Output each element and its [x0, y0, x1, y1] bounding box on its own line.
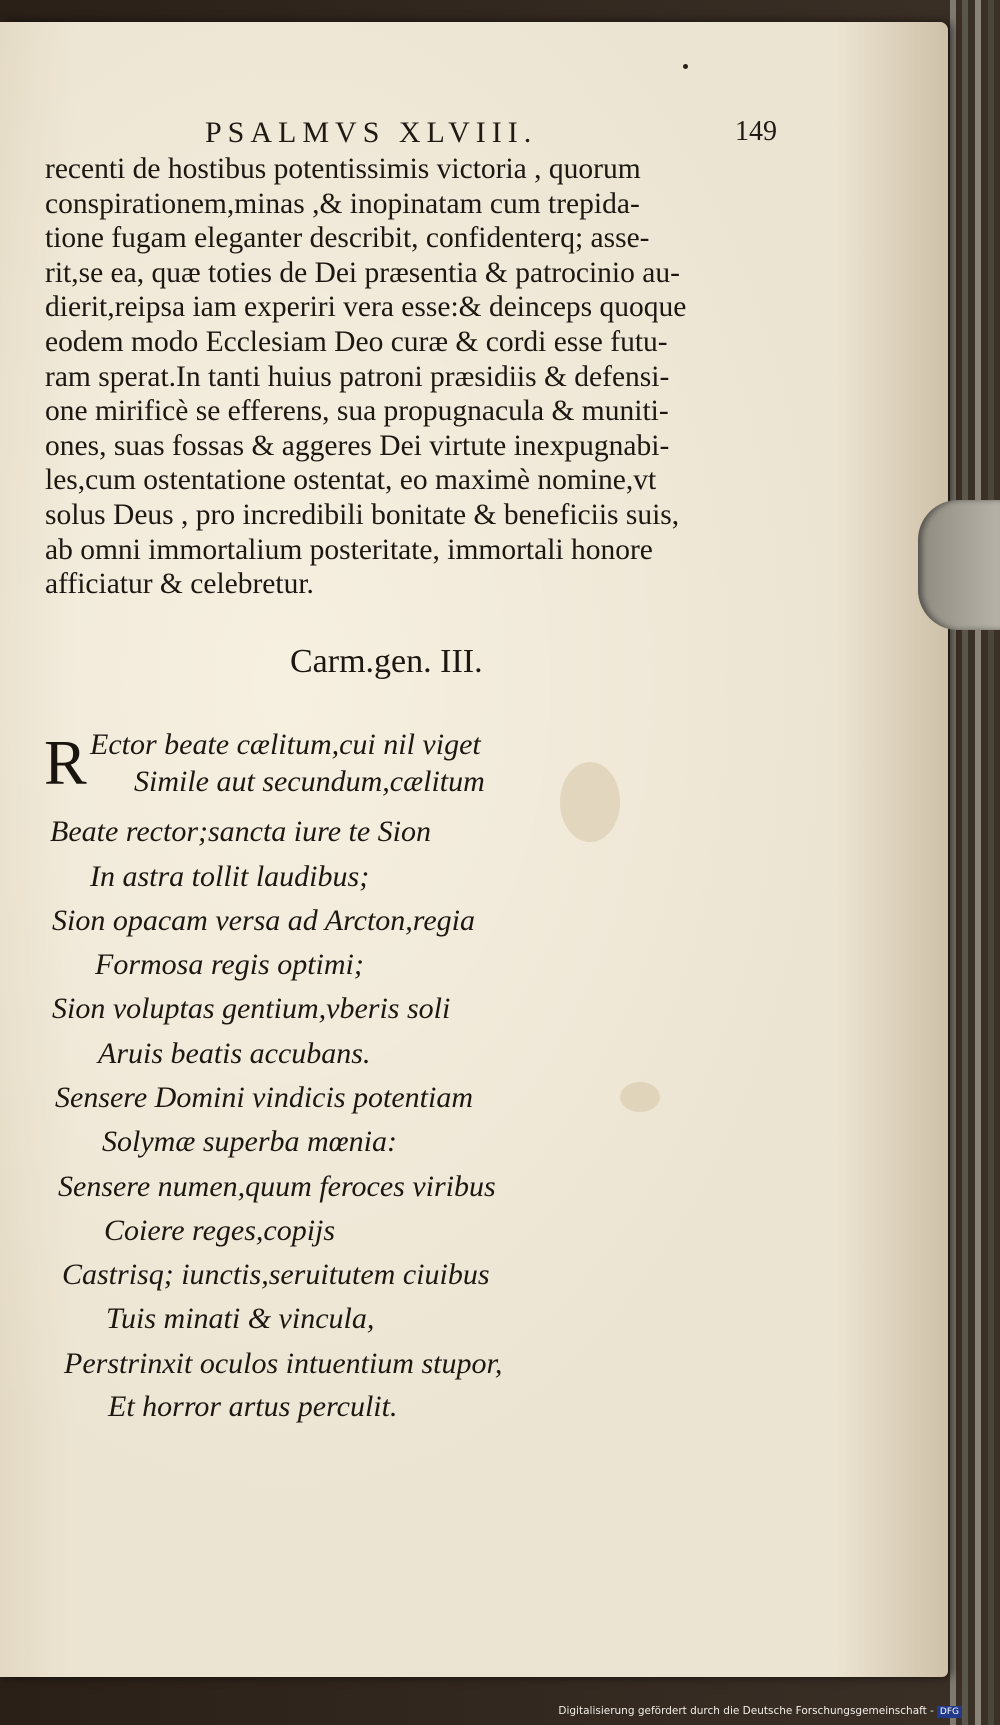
verse-line: Beate rector;sancta iure te Sion	[50, 815, 432, 848]
verse-line: Sensere numen,quum feroces viribus	[58, 1170, 496, 1203]
digitization-credit	[558, 1705, 962, 1718]
verse-line: Solymæ superba mœnia:	[102, 1125, 397, 1158]
text-line: eodem modo Ecclesiam Deo curæ & cordi esse futu-	[45, 325, 668, 358]
paper-stain	[620, 1082, 660, 1112]
book-fore-edge	[975, 0, 981, 1725]
paper-stain	[560, 762, 620, 842]
text-line: ab omni immortalium posteritate, immortali honore	[45, 533, 653, 566]
page-clip-tab	[918, 500, 1000, 630]
text-line: one mirificè se efferens, sua propugnacula & muniti-	[45, 395, 669, 428]
running-head: PSALMVS XLVIII.	[205, 116, 538, 149]
verse-line: Tuis minati & vincula,	[106, 1302, 375, 1335]
verse-line: Et horror artus perculit.	[108, 1390, 398, 1423]
text-line: recenti de hostibus potentissimis victoria , quorum	[45, 153, 641, 185]
section-title: Carm.gen. III.	[290, 643, 483, 680]
dfg-logo: DFG	[937, 1706, 962, 1718]
verse-line: Ector beate cælitum,cui nil viget	[90, 728, 481, 761]
text-line: afficiatur & celebretur.	[45, 568, 314, 601]
verse-line: Castrisq; iunctis,seruitutem ciuibus	[62, 1258, 490, 1291]
verse-line: Sensere Domini vindicis potentiam	[55, 1081, 473, 1114]
drop-cap: R	[44, 727, 87, 798]
verse-line: Coiere reges,copijs	[104, 1214, 336, 1247]
text-line: ones, suas fossas & aggeres Dei virtute inexpugnabi-	[45, 429, 670, 462]
book-fore-edge	[950, 0, 956, 1725]
book-fore-edge	[962, 0, 968, 1725]
text-line: solus Deus , pro incredibili bonitate & beneficiis suis,	[45, 498, 680, 531]
verse-line: Simile aut secundum,cælitum	[134, 765, 485, 798]
verse-line: Perstrinxit oculos intuentium stupor,	[64, 1347, 503, 1380]
text-line: tione fugam eleganter describit, confidenterq; asse-	[45, 222, 650, 255]
argument-paragraph	[45, 152, 805, 602]
verse-line: Aruis beatis accubans.	[98, 1037, 371, 1070]
text-line: dierit,reipsa iam experiri vera esse:& deinceps quoque	[45, 291, 687, 324]
verse-line: Sion opacam versa ad Arcton,regia	[52, 904, 476, 937]
credit-text: Digitalisierung gefördert durch die Deutsche Forschungsgemeinschaft -	[558, 1705, 934, 1717]
page-header	[0, 116, 948, 156]
text-line: conspirationem,minas ,& inopinatam cum trepida-	[45, 187, 640, 220]
ink-speck	[683, 64, 688, 69]
text-line: rit,se ea, quæ toties de Dei præsentia & patrocinio au-	[45, 256, 680, 289]
page-number: 149	[735, 116, 777, 147]
text-line: ram sperat.In tanti huius patroni præsidiis & defensi-	[45, 360, 670, 393]
book-fore-edge	[988, 0, 994, 1725]
text-line: les,cum ostentatione ostentat, eo maximè nomine,vt	[45, 464, 657, 497]
verse-line: Formosa regis optimi;	[95, 948, 364, 981]
verse-line: In astra tollit laudibus;	[90, 860, 370, 893]
verse-line: Sion voluptas gentium,vberis soli	[52, 992, 451, 1025]
